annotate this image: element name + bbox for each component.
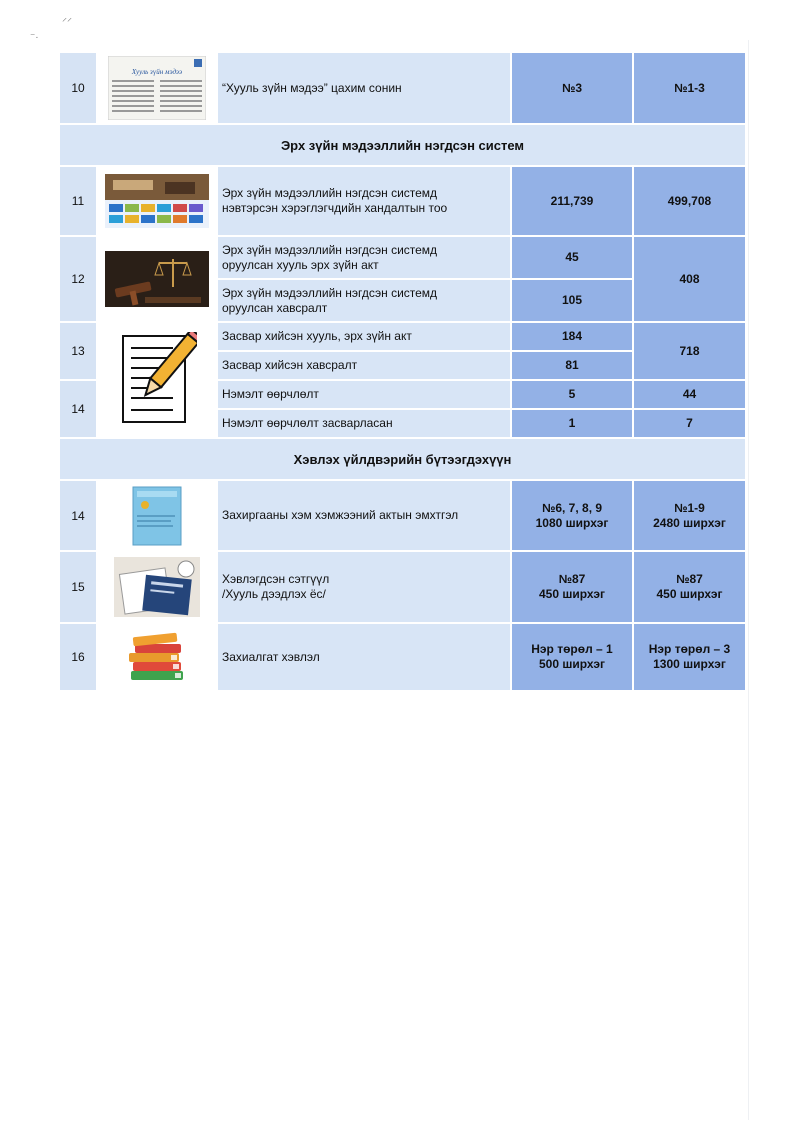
table-row bbox=[59, 166, 746, 236]
description-line: Эрх зүйн мэдээллийн нэгдсэн системд bbox=[222, 186, 438, 200]
value-period-1: 81 bbox=[511, 351, 633, 380]
description-line: нэвтэрсэн хэрэглэгчдийн хандалтын тоо bbox=[222, 201, 448, 215]
row-description bbox=[217, 166, 511, 236]
row-number: 14 bbox=[59, 380, 97, 438]
row-description: Засвар хийсэн хууль, эрх зүйн акт bbox=[217, 322, 511, 351]
section-row bbox=[59, 124, 746, 166]
row-description: Нэмэлт өөрчлөлт bbox=[217, 380, 511, 409]
value-period-2: 718 bbox=[633, 322, 746, 380]
row-number: 16 bbox=[59, 623, 97, 691]
newspaper-thumbnail bbox=[97, 52, 217, 124]
section-title-publishing: Хэвлэх үйлдвэрийн бүтээгдэхүүн bbox=[59, 438, 746, 480]
value-line: 450 ширхэг bbox=[656, 587, 723, 601]
row-description: Захиргааны хэм хэмжээний актын эмхтгэл bbox=[217, 480, 511, 551]
value-period-2 bbox=[633, 551, 746, 623]
value-line: 1080 ширхэг bbox=[535, 515, 609, 530]
row-number: 15 bbox=[59, 551, 97, 623]
value-line: 2480 ширхэг bbox=[653, 515, 726, 530]
value-period-2: 499,708 bbox=[633, 166, 746, 236]
table-row bbox=[59, 623, 746, 691]
magazine-thumbnail bbox=[97, 551, 217, 623]
table-row bbox=[59, 236, 746, 279]
table-row bbox=[59, 322, 746, 351]
report-table bbox=[58, 51, 747, 692]
books-stack-icon bbox=[125, 631, 189, 683]
section-title-legal-system: Эрх зүйн мэдээллийн нэгдсэн систем bbox=[59, 124, 746, 166]
value-line: №1-9 bbox=[674, 500, 705, 515]
row-number: 10 bbox=[59, 52, 97, 124]
row-number: 11 bbox=[59, 166, 97, 236]
scan-speck: ⁻· bbox=[30, 32, 39, 43]
table-row bbox=[59, 480, 746, 551]
description-line: Эрх зүйн мэдээллийн нэгдсэн системд bbox=[222, 285, 438, 300]
gavel-scales-icon bbox=[105, 251, 209, 307]
value-period-1: 5 bbox=[511, 380, 633, 409]
value-line: Нэр төрөл – 3 bbox=[648, 642, 731, 656]
newspaper-icon bbox=[108, 56, 206, 120]
value-period-2: 408 bbox=[633, 236, 746, 322]
pencil-thumbnail bbox=[97, 322, 217, 438]
value-line: №87 bbox=[676, 572, 703, 586]
row-number: 14 bbox=[59, 480, 97, 551]
legal-system-thumbnail bbox=[97, 166, 217, 236]
description-line: Хэвлэгдсэн сэтгүүл bbox=[222, 572, 330, 586]
svg-text:Хууль зүйн мэдээ: Хууль зүйн мэдээ bbox=[131, 68, 183, 76]
value-period-2: 44 bbox=[633, 380, 746, 409]
row-number: 13 bbox=[59, 322, 97, 380]
scan-fold-line bbox=[748, 40, 749, 1120]
section-row bbox=[59, 438, 746, 480]
report-table-container bbox=[58, 51, 745, 692]
description-line: Эрх зүйн мэдээллийн нэгдсэн системд bbox=[222, 242, 438, 257]
value-line: №6, 7, 8, 9 bbox=[541, 500, 603, 515]
value-period-1: №3 bbox=[511, 52, 633, 124]
row-description bbox=[217, 236, 511, 279]
value-period-1: 184 bbox=[511, 322, 633, 351]
booklet-thumbnail bbox=[97, 480, 217, 551]
row-description: Нэмэлт өөрчлөлт засварласан bbox=[217, 409, 511, 438]
magazine-icon bbox=[114, 557, 200, 617]
gavel-thumbnail bbox=[97, 236, 217, 322]
value-period-1 bbox=[511, 623, 633, 691]
value-period-1: 211,739 bbox=[511, 166, 633, 236]
value-period-1: 45 bbox=[511, 236, 633, 279]
pencil-document-icon bbox=[117, 332, 197, 428]
value-period-1 bbox=[511, 480, 633, 551]
value-line: Нэр төрөл – 1 bbox=[531, 642, 613, 656]
value-period-2 bbox=[633, 623, 746, 691]
value-period-2: 7 bbox=[633, 409, 746, 438]
row-description bbox=[217, 551, 511, 623]
scan-speck: ⸍⸍ bbox=[62, 17, 72, 28]
legal-website-icon bbox=[105, 174, 209, 228]
value-period-2 bbox=[633, 480, 746, 551]
books-thumbnail bbox=[97, 623, 217, 691]
value-period-2: №1-3 bbox=[633, 52, 746, 124]
table-row bbox=[59, 551, 746, 623]
table-row bbox=[59, 52, 746, 124]
value-line: 500 ширхэг bbox=[538, 657, 606, 671]
row-description: Захиалгат хэвлэл bbox=[217, 623, 511, 691]
description-line: оруулсан хууль эрх зүйн акт bbox=[222, 257, 379, 272]
booklet-icon bbox=[127, 485, 187, 547]
row-description: “Хууль зүйн мэдээ” цахим сонин bbox=[217, 52, 511, 124]
description-line: оруулсан хавсралт bbox=[222, 300, 328, 315]
row-description bbox=[217, 279, 511, 322]
value-line: №87 bbox=[558, 572, 586, 586]
description-line: /Хууль дээдлэх ёс/ bbox=[222, 587, 326, 601]
value-period-1: 1 bbox=[511, 409, 633, 438]
value-line: 1300 ширхэг bbox=[653, 657, 726, 671]
value-period-1 bbox=[511, 551, 633, 623]
row-description: Засвар хийсэн хавсралт bbox=[217, 351, 511, 380]
row-number: 12 bbox=[59, 236, 97, 322]
value-period-1: 105 bbox=[511, 279, 633, 322]
value-line: 450 ширхэг bbox=[538, 587, 606, 601]
